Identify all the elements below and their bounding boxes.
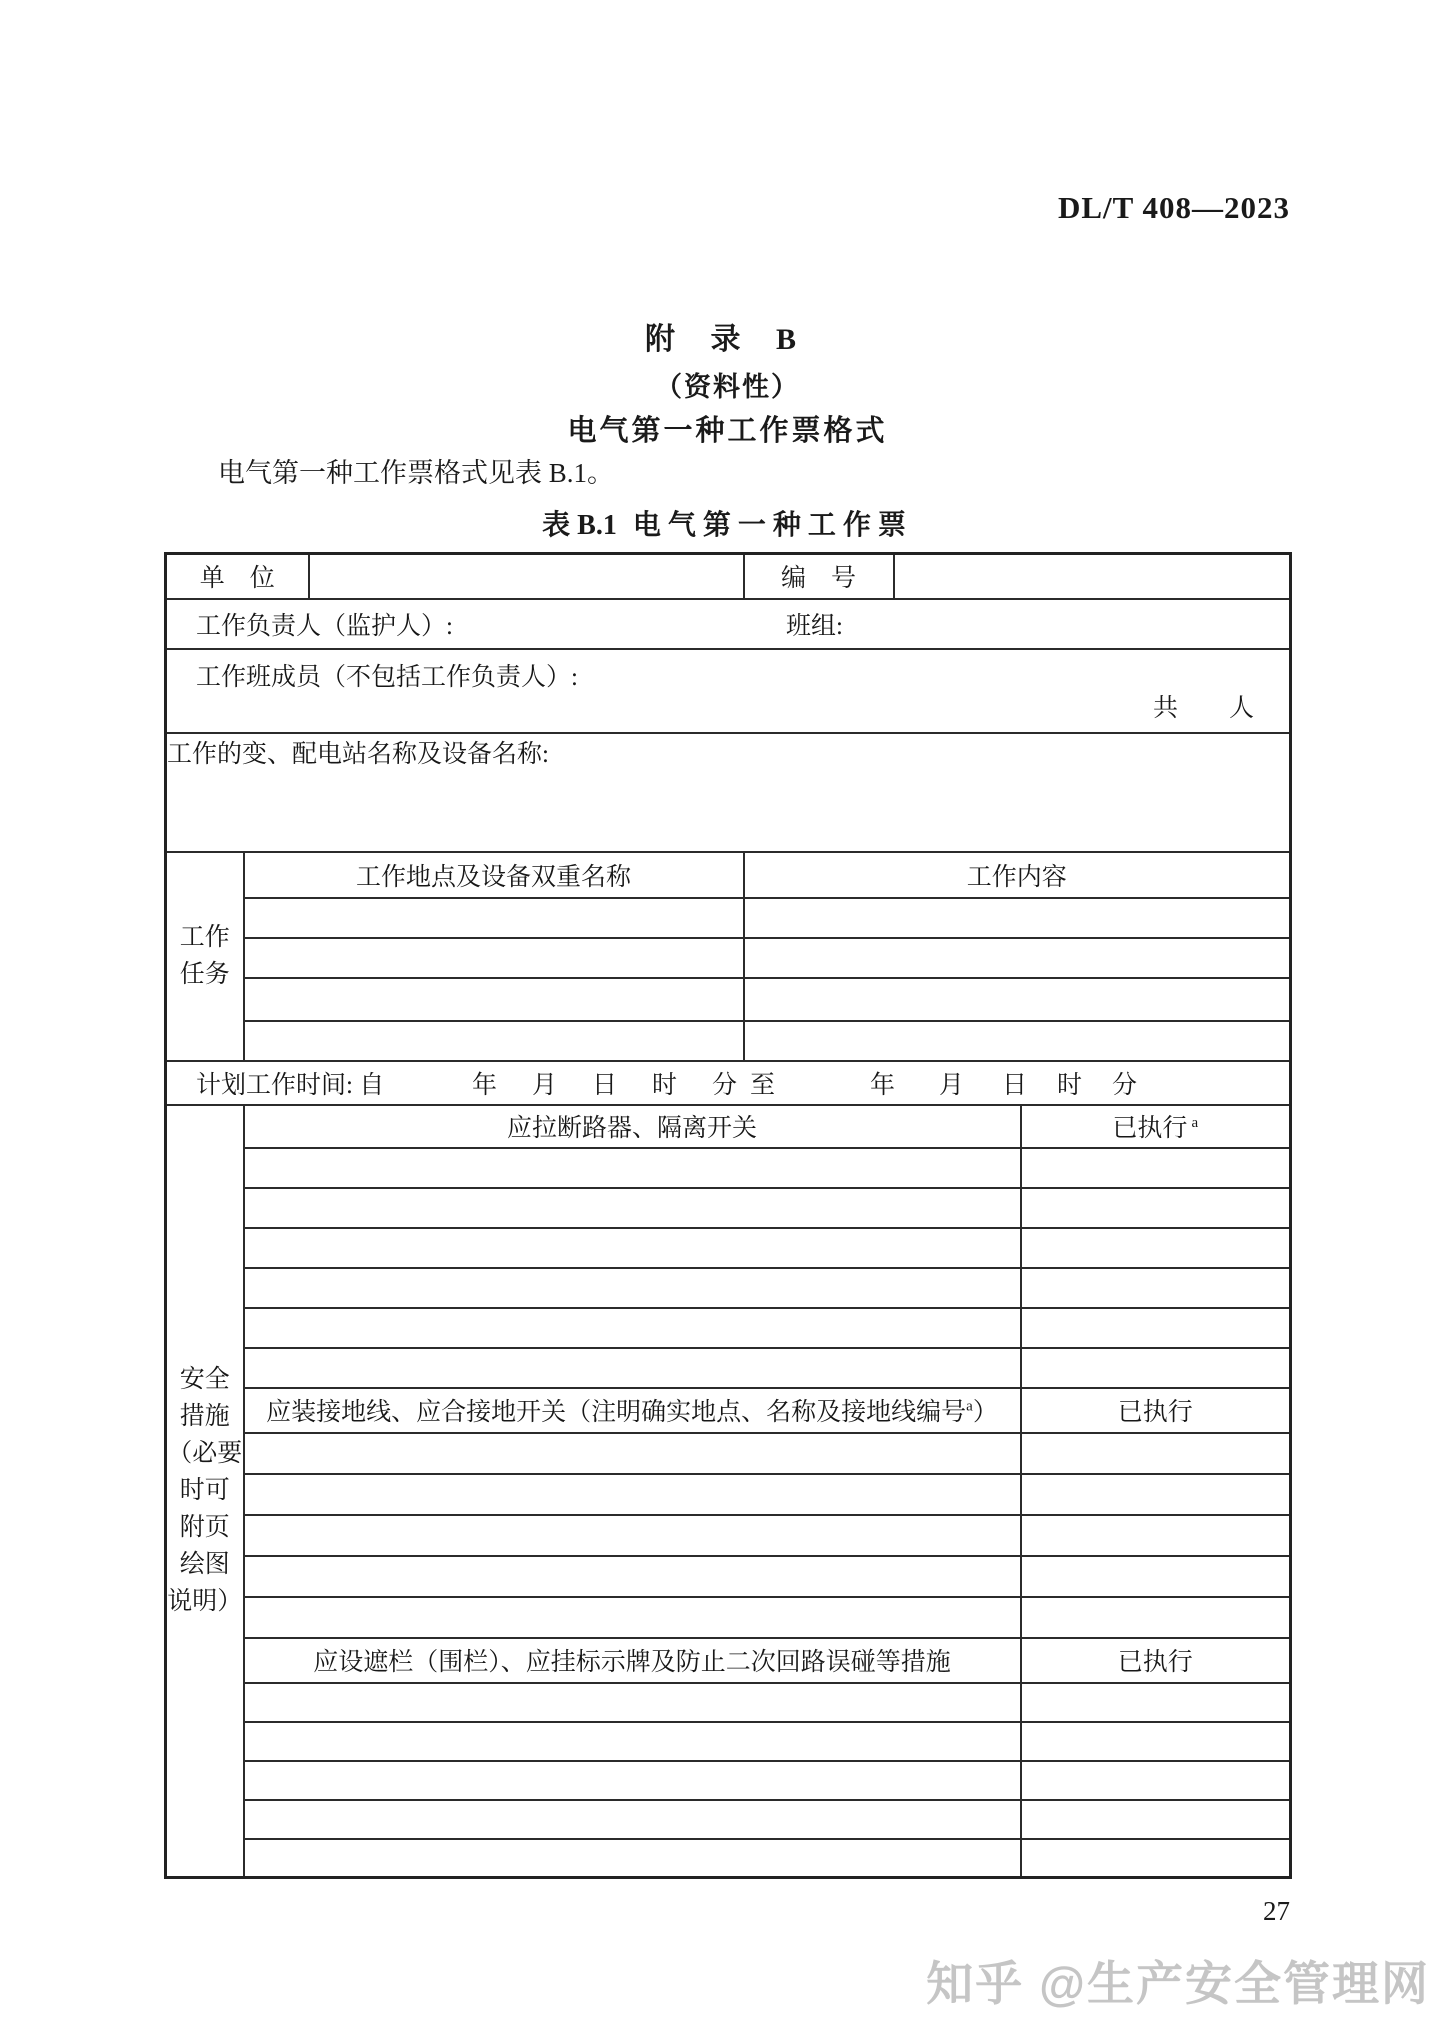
plan-unit: 年 bbox=[870, 1071, 896, 1099]
station-label-cell: 工作的变、配电站名称及设备名称: bbox=[166, 733, 1291, 852]
empty-cell bbox=[244, 1021, 744, 1061]
table-caption bbox=[165, 503, 1290, 543]
safety-label-line: （必要 bbox=[167, 1440, 243, 1468]
empty-cell bbox=[744, 1021, 1291, 1061]
empty-cell bbox=[244, 1188, 1021, 1228]
unit-value-cell bbox=[309, 554, 744, 599]
safety-blank-row bbox=[166, 1556, 1291, 1597]
safety-label-line: 安全 bbox=[179, 1366, 230, 1394]
safety-measure2-text: 应装接地线、应合接地开关（注明确实地点、名称及接地线编号 bbox=[266, 1399, 967, 1426]
plan-unit: 时 bbox=[652, 1071, 678, 1099]
empty-cell bbox=[1021, 1515, 1291, 1556]
empty-cell bbox=[244, 1348, 1021, 1388]
empty-cell bbox=[244, 1148, 1021, 1188]
safety-blank-row bbox=[166, 1148, 1291, 1188]
row-members bbox=[166, 649, 1291, 733]
safety-header1-row bbox=[166, 1105, 1291, 1148]
plan-time-cell bbox=[166, 1061, 1291, 1105]
number-label-cell: 编 号 bbox=[744, 554, 894, 599]
safety-blank-row bbox=[166, 1683, 1291, 1722]
empty-cell bbox=[244, 1228, 1021, 1268]
plan-unit: 分 bbox=[1112, 1071, 1138, 1099]
team-label: 班组: bbox=[786, 612, 843, 640]
task-label-line: 任务 bbox=[179, 961, 230, 988]
standard-code: DL/T 408—2023 bbox=[1057, 190, 1290, 225]
empty-cell bbox=[1021, 1348, 1291, 1388]
plan-unit: 月 bbox=[532, 1071, 558, 1099]
watermark: 知乎 @生产安全管理网 bbox=[926, 1957, 1430, 2010]
safety-label-line: 附页 bbox=[179, 1514, 230, 1542]
executed-header: 已执行 bbox=[1021, 1388, 1291, 1433]
empty-cell bbox=[744, 978, 1291, 1021]
table-caption-title: 电气第一种工作票 bbox=[632, 510, 913, 541]
empty-cell bbox=[1021, 1474, 1291, 1515]
footnote-marker: a bbox=[966, 1398, 973, 1415]
task-blank-row bbox=[166, 938, 1291, 978]
empty-cell bbox=[244, 1308, 1021, 1348]
safety-measure2-header bbox=[244, 1388, 1021, 1433]
safety-blank-row bbox=[166, 1800, 1291, 1839]
safety-blank-row bbox=[166, 1348, 1291, 1388]
members-label: 工作班成员（不包括工作负责人）: bbox=[196, 663, 578, 691]
executed-header: 已执行 bbox=[1021, 1638, 1291, 1683]
empty-cell bbox=[244, 1556, 1021, 1597]
empty-cell bbox=[244, 978, 744, 1021]
task-label-line: 工作 bbox=[179, 924, 230, 951]
intro-paragraph: 电气第一种工作票格式见表 B.1。 bbox=[218, 458, 615, 488]
members-total-prefix: 共 bbox=[1153, 694, 1179, 722]
safety-blank-row bbox=[166, 1268, 1291, 1308]
empty-cell bbox=[1021, 1722, 1291, 1761]
safety-label-line: 措施 bbox=[179, 1403, 230, 1431]
safety-blank-row bbox=[166, 1597, 1291, 1638]
task-col2-header: 工作内容 bbox=[744, 852, 1291, 898]
empty-cell bbox=[1021, 1268, 1291, 1308]
page-number: 27 bbox=[1263, 1896, 1290, 1926]
safety-blank-row bbox=[166, 1228, 1291, 1268]
work-ticket-table bbox=[164, 552, 1292, 1879]
safety-label-line: 时可 bbox=[179, 1477, 230, 1505]
safety-side-label bbox=[166, 1105, 244, 1878]
safety-label-line: 绘图 bbox=[179, 1551, 230, 1579]
row-station bbox=[166, 733, 1291, 852]
footnote-marker: a bbox=[1191, 1114, 1199, 1131]
safety-blank-row bbox=[166, 1761, 1291, 1800]
safety-blank-row bbox=[166, 1839, 1291, 1878]
leader-team-cell bbox=[166, 599, 1291, 649]
task-col1-header: 工作地点及设备双重名称 bbox=[244, 852, 744, 898]
empty-cell bbox=[1021, 1683, 1291, 1722]
appendix-kind: （资料性） bbox=[655, 372, 800, 402]
empty-cell bbox=[244, 1597, 1021, 1638]
plan-unit: 月 bbox=[939, 1071, 965, 1099]
empty-cell bbox=[244, 1839, 1021, 1878]
empty-cell bbox=[1021, 1308, 1291, 1348]
safety-label-line: 说明） bbox=[167, 1588, 243, 1616]
empty-cell bbox=[1021, 1188, 1291, 1228]
task-header-row bbox=[166, 852, 1291, 898]
empty-cell bbox=[244, 1722, 1021, 1761]
safety-blank-row bbox=[166, 1722, 1291, 1761]
empty-cell bbox=[1021, 1433, 1291, 1474]
appendix-label: 附 录 B bbox=[644, 323, 810, 356]
empty-cell bbox=[1021, 1839, 1291, 1878]
leader-label: 工作负责人（监护人）: bbox=[196, 612, 453, 640]
empty-cell bbox=[244, 898, 744, 938]
safety-measure1-header: 应拉断路器、隔离开关 bbox=[244, 1105, 1021, 1148]
task-side-label bbox=[166, 852, 244, 1061]
empty-cell bbox=[1021, 1556, 1291, 1597]
empty-cell bbox=[1021, 1761, 1291, 1800]
empty-cell bbox=[244, 1761, 1021, 1800]
appendix-title: 电气第一种工作票格式 bbox=[567, 415, 888, 447]
plan-unit: 时 bbox=[1057, 1071, 1083, 1099]
safety-measure3-header: 应设遮栏（围栏）、应挂标示牌及防止二次回路误碰等措施 bbox=[244, 1638, 1021, 1683]
empty-cell bbox=[244, 1683, 1021, 1722]
empty-cell bbox=[244, 1433, 1021, 1474]
table-caption-label: 表 B.1 bbox=[542, 510, 617, 541]
plan-unit: 年 bbox=[472, 1071, 498, 1099]
plan-unit: 日 bbox=[1002, 1071, 1028, 1099]
plan-unit: 至 bbox=[750, 1071, 776, 1099]
safety-header2-row bbox=[166, 1388, 1291, 1433]
executed-label: 已执行 bbox=[1112, 1115, 1188, 1142]
safety-blank-row bbox=[166, 1515, 1291, 1556]
task-blank-row bbox=[166, 1021, 1291, 1061]
row-unit-number bbox=[166, 554, 1291, 599]
empty-cell bbox=[244, 1800, 1021, 1839]
empty-cell bbox=[744, 938, 1291, 978]
members-cell bbox=[166, 649, 1291, 733]
task-blank-row bbox=[166, 978, 1291, 1021]
empty-cell bbox=[244, 938, 744, 978]
empty-cell bbox=[1021, 1228, 1291, 1268]
safety-blank-row bbox=[166, 1308, 1291, 1348]
plan-time-prefix: 计划工作时间: 自 bbox=[196, 1071, 385, 1099]
unit-label-cell: 单 位 bbox=[166, 554, 309, 599]
empty-cell bbox=[1021, 1148, 1291, 1188]
members-total-suffix: 人 bbox=[1229, 694, 1255, 722]
empty-cell bbox=[244, 1268, 1021, 1308]
empty-cell bbox=[1021, 1597, 1291, 1638]
task-blank-row bbox=[166, 898, 1291, 938]
safety-blank-row bbox=[166, 1188, 1291, 1228]
empty-cell bbox=[744, 898, 1291, 938]
number-value-cell bbox=[894, 554, 1291, 599]
executed-header bbox=[1021, 1105, 1291, 1148]
empty-cell bbox=[1021, 1800, 1291, 1839]
safety-blank-row bbox=[166, 1474, 1291, 1515]
appendix-heading bbox=[165, 314, 1290, 449]
plan-unit: 分 bbox=[712, 1071, 738, 1099]
safety-measure2-text-close: ） bbox=[972, 1399, 998, 1426]
plan-unit: 日 bbox=[592, 1071, 618, 1099]
empty-cell bbox=[244, 1474, 1021, 1515]
safety-header3-row bbox=[166, 1638, 1291, 1683]
plan-time-row bbox=[166, 1061, 1291, 1105]
empty-cell bbox=[244, 1515, 1021, 1556]
safety-blank-row bbox=[166, 1433, 1291, 1474]
row-leader-team bbox=[166, 599, 1291, 649]
